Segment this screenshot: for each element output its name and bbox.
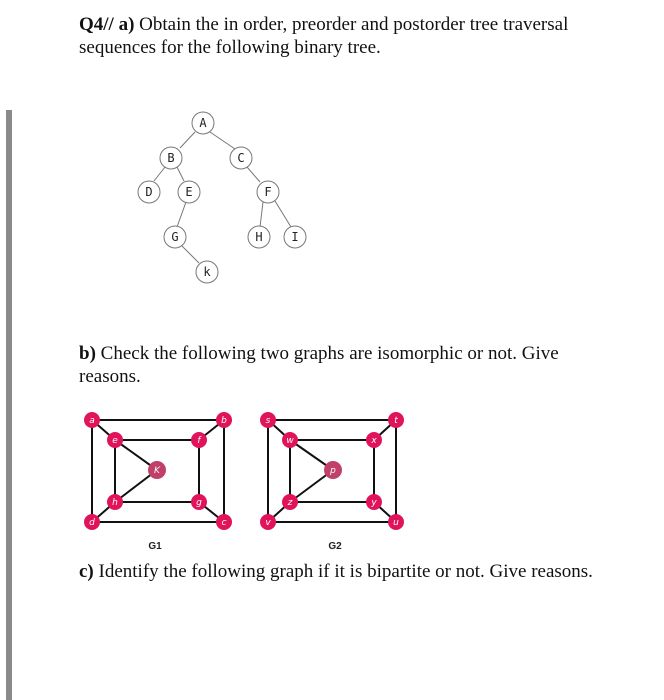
svg-text:f: f [197, 436, 201, 446]
svg-text:p: p [330, 466, 336, 476]
g1-vertex-f [191, 432, 207, 448]
g2-vertex-y [366, 494, 382, 510]
g1-vertex-g [191, 494, 207, 510]
question-a-label: Q4// a) [79, 14, 135, 35]
svg-text:h: h [112, 498, 118, 508]
svg-text:e: e [112, 436, 118, 446]
svg-text:H: H [255, 230, 263, 244]
svg-text:D: D [145, 185, 153, 199]
svg-text:x: x [371, 436, 377, 446]
g2-vertex-v [260, 514, 276, 530]
question-c-text: Identify the following graph if it is bipartite or not. Give reasons. [93, 561, 593, 582]
graph-g2 [260, 412, 404, 552]
g1-vertex-k [148, 461, 166, 479]
svg-text:v: v [265, 518, 271, 528]
svg-text:s: s [265, 416, 271, 426]
g1-vertex-a [84, 412, 100, 428]
tree-node-c [230, 147, 252, 169]
tree-node-a [192, 112, 214, 134]
svg-text:F: F [264, 185, 272, 199]
tree-node-k [196, 261, 218, 283]
svg-text:B: B [167, 151, 175, 165]
question-b-text: Check the following two graphs are isomorphic or not. Give reasons. [79, 343, 559, 387]
svg-text:d: d [89, 518, 95, 528]
svg-text:c: c [221, 518, 227, 528]
g2-vertex-u [388, 514, 404, 530]
svg-text:w: w [286, 436, 294, 446]
g2-vertex-x [366, 432, 382, 448]
svg-text:I: I [291, 230, 299, 244]
g1-vertex-h [107, 494, 123, 510]
svg-text:A: A [199, 116, 207, 130]
graph-g1 [84, 412, 232, 552]
g1-vertex-c [216, 514, 232, 530]
tree-node-b [160, 147, 182, 169]
tree-node-d [138, 181, 160, 203]
g2-vertex-p [324, 461, 342, 479]
g1-caption: G1 [148, 541, 162, 552]
svg-text:k: k [203, 265, 211, 279]
tree-node-h [248, 226, 270, 248]
svg-text:g: g [196, 498, 202, 508]
tree-node-f [257, 181, 279, 203]
g1-vertex-d [84, 514, 100, 530]
g2-vertex-w [282, 432, 298, 448]
binary-tree [138, 112, 306, 283]
g1-vertex-e [107, 432, 123, 448]
g2-vertex-s [260, 412, 276, 428]
question-b [79, 342, 619, 388]
tree-node-i [284, 226, 306, 248]
g1-vertex-b [216, 412, 232, 428]
g2-vertex-t [388, 412, 404, 428]
svg-text:C: C [237, 151, 245, 165]
svg-text:G: G [171, 230, 179, 244]
svg-text:y: y [371, 498, 377, 508]
svg-text:b: b [221, 416, 227, 426]
svg-text:a: a [89, 416, 95, 426]
question-b-label: b) [79, 343, 96, 364]
question-c [79, 560, 619, 583]
g2-caption: G2 [328, 541, 342, 552]
tree-node-g [164, 226, 186, 248]
svg-text:K: K [154, 466, 160, 476]
svg-text:t: t [394, 416, 398, 426]
tree-node-e [178, 181, 200, 203]
question-c-label: c) [79, 561, 94, 582]
svg-text:u: u [393, 518, 399, 528]
svg-text:z: z [287, 498, 293, 508]
g2-vertex-z [282, 494, 298, 510]
question-a-text: Obtain the in order, preorder and postorder tree traversal sequences for the following binary tree. [79, 14, 569, 58]
svg-text:E: E [185, 185, 193, 199]
